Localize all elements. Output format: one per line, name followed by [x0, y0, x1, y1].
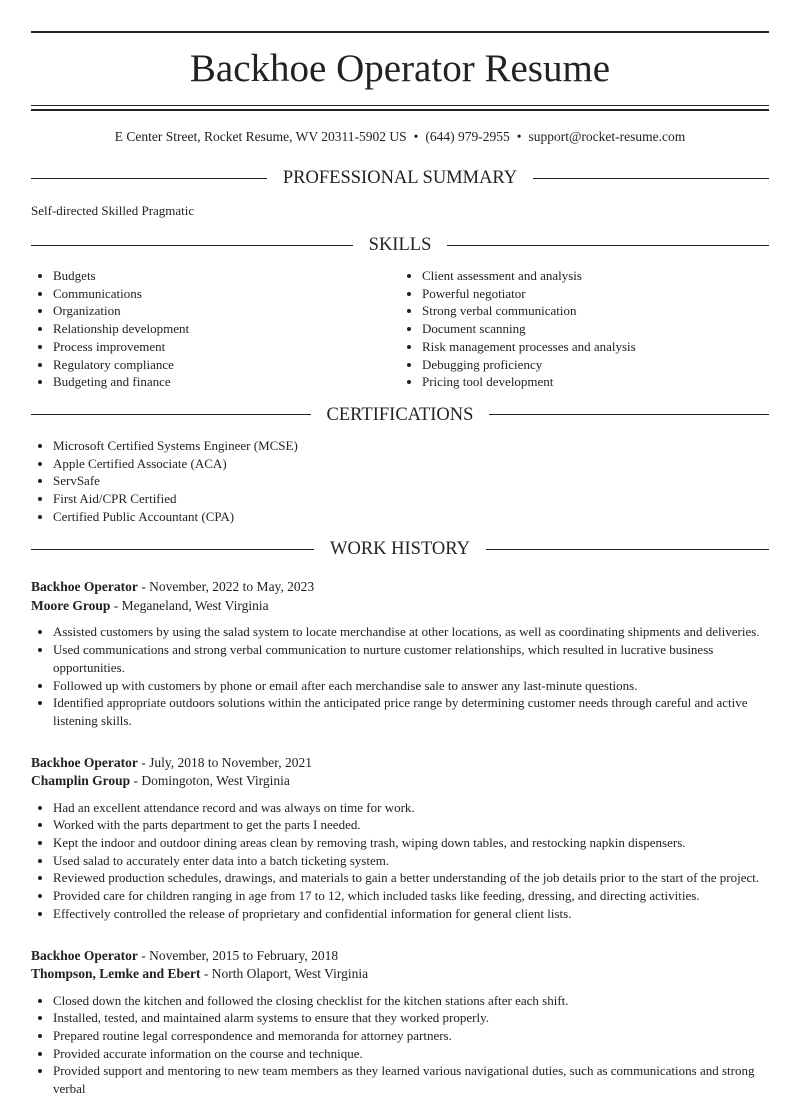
- list-item: • Provided accurate information on the course and technique.: [53, 1045, 769, 1063]
- job-entry: [31, 947, 769, 1098]
- double-rule: [31, 105, 769, 111]
- job-company: Thompson, Lemke and Ebert: [31, 966, 201, 982]
- job-bullets: [31, 992, 769, 1098]
- job-title-line: [31, 578, 769, 597]
- list-item: • Budgets: [53, 267, 400, 285]
- skills-column-left: [31, 267, 400, 391]
- list-item: • Certified Public Accountant (CPA): [53, 508, 769, 526]
- list-item: • Used communications and strong verbal communication to nurture customer relationships, which resulted in lucrative business opportunities.: [53, 641, 769, 676]
- list-item: • Process improvement: [53, 338, 400, 356]
- list-item: • Kept the indoor and outdoor dining areas clean by removing trash, wiping down tables, and restocking napkin dispensers.: [53, 834, 769, 852]
- job-company-line: [31, 597, 769, 616]
- section-title: SKILLS: [368, 235, 432, 255]
- list-item: • Document scanning: [422, 320, 769, 338]
- job-dates: - November, 2022 to May, 2023: [137, 579, 315, 595]
- job-company-line: [31, 772, 769, 791]
- list-item: • Identified appropriate outdoors solutions within the anticipated price range by determining customer needs through careful and active listening skills.: [53, 694, 769, 729]
- job-entry: [31, 754, 769, 923]
- certifications-list: [31, 437, 769, 526]
- resume-page: [0, 31, 800, 1098]
- job-title: Backhoe Operator: [31, 579, 138, 595]
- list-item: • Followed up with customers by phone or email after each merchandise sale to answer any last-minute questions.: [53, 677, 769, 695]
- section-heading-summary: [31, 166, 769, 190]
- list-item: • Communications: [53, 285, 400, 303]
- list-item: • Apple Certified Associate (ACA): [53, 455, 769, 473]
- job-bullets: [31, 623, 769, 729]
- summary-text: Self-directed Skilled Pragmatic: [31, 203, 195, 218]
- job-dates: - November, 2015 to February, 2018: [137, 947, 339, 963]
- list-item: • Worked with the parts department to get the parts I needed.: [53, 816, 769, 834]
- skills-column-right: [400, 267, 769, 391]
- contact-email[interactable]: support@rocket-resume.com: [528, 129, 686, 144]
- list-item: • Organization: [53, 302, 400, 320]
- job-company-line: [31, 965, 769, 984]
- section-heading-work-history: [31, 537, 769, 561]
- job-title: Backhoe Operator: [31, 754, 138, 770]
- list-item: • ServSafe: [53, 472, 769, 490]
- list-item: • First Aid/CPR Certified: [53, 490, 769, 508]
- list-item: • Debugging proficiency: [422, 356, 769, 374]
- list-item: • Assisted customers by using the salad system to locate merchandise at other locations, as well as coordinating shipments and deliveries.: [53, 623, 769, 641]
- list-item: • Client assessment and analysis: [422, 267, 769, 285]
- job-title: Backhoe Operator: [31, 947, 138, 963]
- skills-list: [31, 267, 769, 391]
- list-item: • Budgeting and finance: [53, 373, 400, 391]
- job-location: - Meganeland, West Virginia: [110, 597, 269, 613]
- job-company: Moore Group: [31, 597, 111, 613]
- job-location: - North Olaport, West Virginia: [200, 966, 369, 982]
- job-location: - Domingoton, West Virginia: [130, 773, 290, 789]
- section-title: WORK HISTORY: [330, 539, 470, 560]
- resume-title: Backhoe Operator Resume: [189, 47, 611, 90]
- list-item: • Used salad to accurately enter data into a batch ticketing system.: [53, 852, 769, 870]
- job-company: Champlin Group: [31, 773, 131, 789]
- contact-line: [31, 128, 769, 146]
- separator: •: [516, 129, 522, 144]
- section-heading-skills: [31, 233, 769, 257]
- list-item: • Powerful negotiator: [422, 285, 769, 303]
- section-title: CERTIFICATIONS: [326, 404, 474, 425]
- list-item: • Effectively controlled the release of proprietary and confidential information for general client lists.: [53, 905, 769, 923]
- list-item: • Strong verbal communication: [422, 302, 769, 320]
- contact-address: E Center Street, Rocket Resume, WV 20311-5902 US: [114, 129, 407, 144]
- list-item: • Had an excellent attendance record and was always on time for work.: [53, 799, 769, 817]
- list-item: • Provided care for children ranging in age from 17 to 12, which included tasks like feeding, dressing, and directing activities.: [53, 887, 769, 905]
- job-title-line: [31, 754, 769, 773]
- list-item: • Reviewed production schedules, drawings, and materials to gain a better understanding of the job details prior to the start of the project.: [53, 869, 769, 887]
- list-item: • Installed, tested, and maintained alarm systems to ensure that they worked properly.: [53, 1009, 769, 1027]
- list-item: • Closed down the kitchen and followed the closing checklist for the kitchen stations after each shift.: [53, 992, 769, 1010]
- job-dates: - July, 2018 to November, 2021: [137, 754, 312, 770]
- job-title-line: [31, 947, 769, 966]
- list-item: • Risk management processes and analysis: [422, 338, 769, 356]
- section-title: PROFESSIONAL SUMMARY: [282, 168, 518, 188]
- list-item: • Relationship development: [53, 320, 400, 338]
- work-history-list: [31, 578, 769, 1097]
- job-bullets: [31, 799, 769, 923]
- list-item: • Pricing tool development: [422, 373, 769, 391]
- list-item: • Regulatory compliance: [53, 356, 400, 374]
- list-item: • Microsoft Certified Systems Engineer (MCSE): [53, 437, 769, 455]
- section-heading-certifications: [31, 403, 769, 427]
- list-item: • Prepared routine legal correspondence and memoranda for attorney partners.: [53, 1027, 769, 1045]
- separator: •: [413, 129, 419, 144]
- list-item: • Provided support and mentoring to new team members as they learned various navigational duties, such as communications and strong verbal: [53, 1062, 769, 1097]
- job-entry: [31, 578, 769, 729]
- contact-phone: (644) 979-2955: [425, 129, 510, 144]
